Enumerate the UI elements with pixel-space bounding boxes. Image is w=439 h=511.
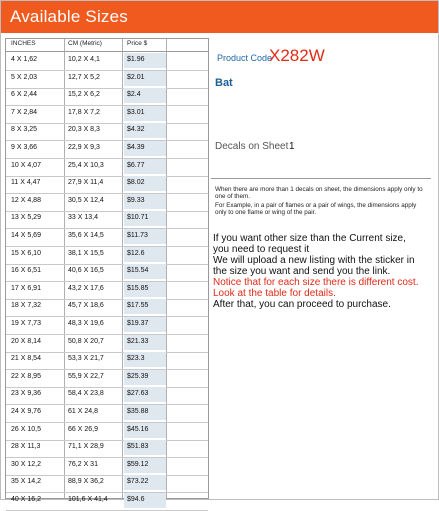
cm-cell: 40,6 X 16,5 (68, 267, 104, 275)
table-row (6, 175, 208, 194)
inches-cell: 35 X 14,2 (11, 478, 41, 486)
cm-cell: 101,6 X 41,4 (68, 496, 108, 503)
note-example: For Example, in a pair of flames or a pair of wings, the dimensions apply only to one flame or wing of the pair. (215, 202, 417, 217)
table-row (6, 105, 208, 124)
decals-value: 1 (289, 141, 295, 152)
price-cell: $11.73 (127, 232, 148, 239)
table-row (6, 228, 208, 247)
table-row (6, 122, 208, 141)
inches-cell: 23 X 9,36 (11, 390, 41, 398)
cm-cell: 20,3 X 8,3 (68, 126, 100, 134)
cm-cell: 25,4 X 10,3 (68, 161, 104, 169)
cm-cell: 61 X 24,8 (68, 408, 98, 415)
table-row (6, 193, 208, 212)
price-cell: $27.63 (127, 390, 149, 398)
inches-cell: 28 X 11,3 (11, 443, 41, 451)
table-row (6, 474, 208, 493)
inches-cell: 5 X 2,03 (11, 73, 38, 81)
cm-cell: 50,8 X 20,7 (68, 337, 104, 345)
decals-label: Decals on Sheet (215, 141, 289, 152)
inches-cell: 13 X 5,29 (11, 214, 41, 222)
table-row (6, 334, 208, 353)
price-cell: $51.83 (127, 443, 149, 451)
inches-cell: 18 X 7,32 (11, 302, 41, 310)
product-code-label: Product Code (217, 53, 273, 63)
price-cell: $15.54 (127, 267, 149, 275)
inches-cell: 21 X 8,54 (11, 355, 41, 363)
inches-cell: 9 X 3,66 (11, 144, 38, 151)
cm-cell: 30,5 X 12,4 (68, 196, 104, 204)
price-cell: $19.37 (127, 320, 149, 327)
inches-cell: 15 X 6,10 (11, 249, 41, 257)
inches-cell: 10 X 4,07 (11, 161, 41, 169)
table-row (6, 158, 208, 177)
price-cell: $10.71 (127, 214, 149, 222)
cm-cell: 55,9 X 22,7 (68, 372, 104, 380)
price-cell: $15.85 (127, 284, 149, 292)
cm-cell: 43,2 X 17,6 (68, 284, 104, 292)
inches-cell: 40 X 16,2 (11, 496, 41, 503)
table-row (6, 316, 208, 335)
inches-cell: 11 X 4,47 (11, 179, 41, 187)
price-cell: $6.77 (127, 161, 145, 169)
cm-cell: 22,9 X 9,3 (68, 144, 100, 151)
cm-cell: 66 X 26,9 (68, 425, 98, 433)
table-row (6, 369, 208, 388)
inches-cell: 17 X 6,91 (11, 284, 41, 292)
price-cell: $8.02 (127, 179, 145, 187)
price-cell: $45.16 (127, 425, 149, 433)
table-row (6, 140, 208, 159)
message-line: After that, you can proceed to purchase. (213, 299, 391, 310)
product-name: Bat (215, 77, 233, 89)
header-cm: CM (Metric) (68, 40, 102, 47)
table-row (6, 457, 208, 476)
cm-cell: 48,3 X 19,6 (68, 320, 104, 327)
table-row (6, 87, 208, 106)
inches-cell: 16 X 6,51 (11, 267, 41, 275)
message-line: the size you want and send you the link. (213, 266, 391, 277)
inches-cell: 22 X 8,95 (11, 372, 41, 380)
message-line: you need to request it (213, 244, 310, 255)
price-cell: $21.33 (127, 337, 149, 345)
cm-cell: 17,8 X 7,2 (68, 108, 100, 116)
table-row (6, 281, 208, 300)
price-cell: $94.6 (127, 496, 145, 503)
inches-cell: 6 X 2,44 (11, 91, 38, 99)
table-row (6, 246, 208, 265)
inches-cell: 8 X 3,25 (11, 126, 38, 134)
message-line: We will upload a new listing with the sticker in (213, 255, 415, 266)
table-row (6, 52, 208, 71)
cm-cell: 45,7 X 18,6 (68, 302, 104, 310)
size-table (5, 38, 209, 503)
price-cell: $4.32 (127, 126, 145, 134)
table-row (6, 422, 208, 441)
cm-cell: 35,6 X 14,5 (68, 232, 104, 239)
price-cell: $17.55 (127, 302, 149, 310)
message-line: If you want other size than the Current size, (213, 233, 406, 244)
custom-size-message (213, 233, 435, 310)
price-cell: $2.01 (127, 73, 145, 81)
cm-cell: 38,1 X 15,5 (68, 249, 104, 257)
table-row (6, 492, 208, 511)
price-cell: $9.33 (127, 196, 145, 204)
inches-cell: 12 X 4,88 (11, 196, 41, 204)
cm-cell: 27,9 X 11,4 (68, 179, 104, 187)
cm-cell: 71,1 X 28,9 (68, 443, 104, 451)
cm-cell: 33 X 13,4 (68, 214, 98, 222)
cm-cell: 15,2 X 6,2 (68, 91, 100, 99)
table-row (6, 404, 208, 423)
table-row (6, 298, 208, 317)
table-row (6, 70, 208, 89)
cm-cell: 12,7 X 5,2 (68, 73, 100, 81)
note-decals: When there are more than 1 decals on sheet, the dimensions apply only to one of them. (215, 186, 423, 201)
price-cell: $3.01 (127, 108, 145, 116)
price-cell: $35.88 (127, 408, 149, 415)
price-cell: $23.3 (127, 355, 145, 363)
table-header (6, 39, 208, 52)
table-row (6, 263, 208, 282)
price-cell: $12.6 (127, 249, 145, 257)
table-row (6, 210, 208, 229)
table-row (6, 386, 208, 405)
price-cell: $4.39 (127, 144, 145, 151)
header-inches: INCHES (11, 40, 36, 47)
cm-cell: 76,2 X 31 (68, 460, 98, 468)
message-notice: Look at the table for details. (213, 288, 336, 299)
header-price: Price $ (127, 40, 148, 47)
product-code-value: X282W (269, 46, 325, 65)
cm-cell: 58,4 X 23,8 (68, 390, 104, 398)
price-cell: $2.4 (127, 91, 141, 99)
table-row (6, 439, 208, 458)
table-row (6, 351, 208, 370)
inches-cell: 4 X 1,62 (11, 56, 38, 63)
header-bar (1, 1, 438, 33)
inches-cell: 7 X 2,84 (11, 108, 38, 116)
price-cell: $59.12 (127, 460, 149, 468)
message-notice: Notice that for each size there is different cost. (213, 277, 419, 288)
price-cell: $1.96 (127, 56, 145, 63)
cm-cell: 88,9 X 36,2 (68, 478, 104, 486)
inches-cell: 20 X 8,14 (11, 337, 41, 345)
price-cell: $25.39 (127, 372, 149, 380)
inches-cell: 24 X 9,76 (11, 408, 41, 415)
cm-cell: 10,2 X 4,1 (68, 56, 100, 63)
inches-cell: 19 X 7,73 (11, 320, 41, 327)
divider (211, 178, 431, 179)
inches-cell: 14 X 5,69 (11, 232, 41, 239)
inches-cell: 30 X 12,2 (11, 460, 41, 468)
inches-cell: 26 X 10,5 (11, 425, 41, 433)
page-title: Available Sizes (10, 7, 128, 26)
cm-cell: 53,3 X 21,7 (68, 355, 104, 363)
price-cell: $73.22 (127, 478, 149, 486)
